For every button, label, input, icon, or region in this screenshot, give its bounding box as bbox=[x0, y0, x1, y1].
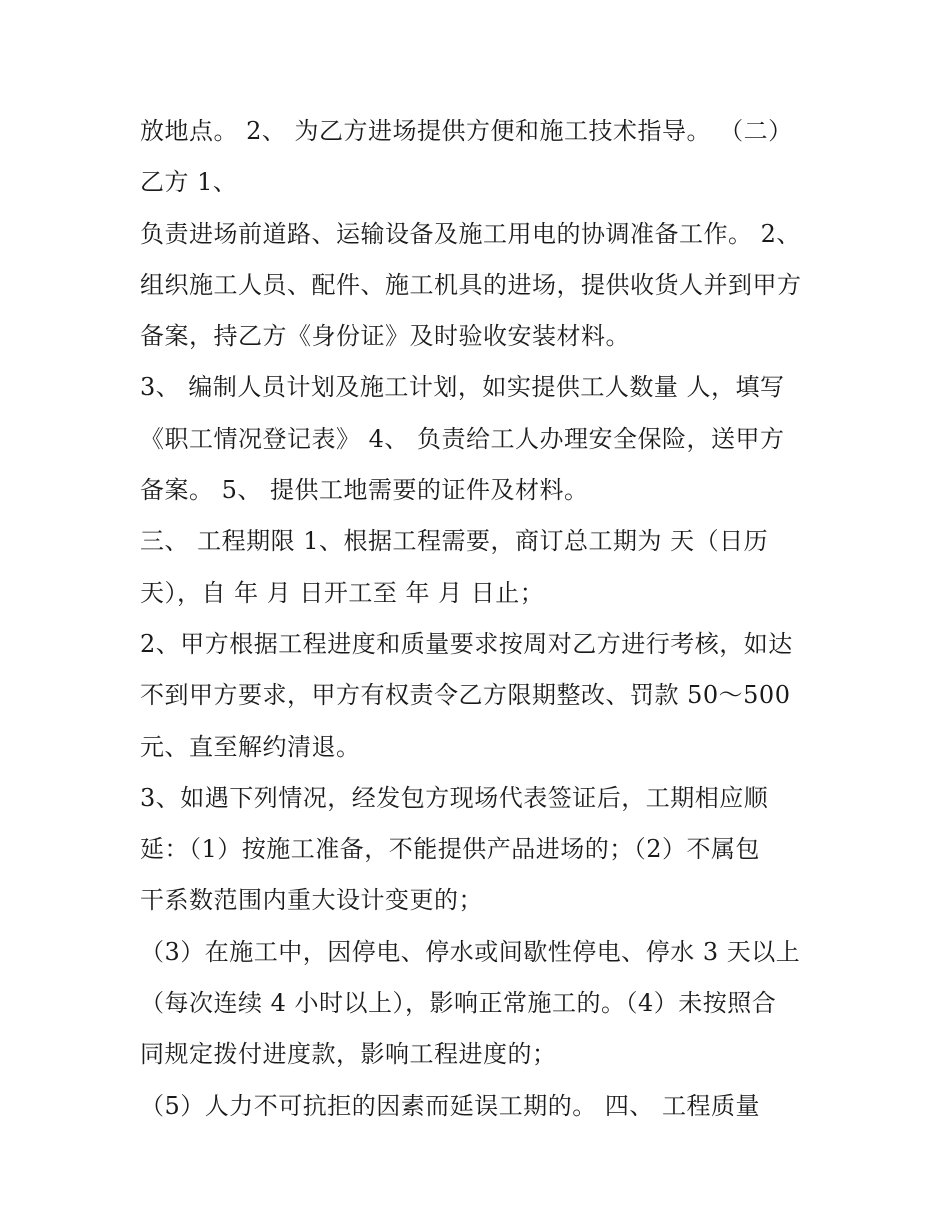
text-line: 不到甲方要求，甲方有权责令乙方限期整改、罚款 50～500 bbox=[140, 681, 791, 710]
text-line: 3、如遇下列情况，经发包方现场代表签证后，工期相应顺 bbox=[140, 783, 769, 812]
text-line: （5）人力不可抗拒的因素而延误工期的。 四、 工程质量 bbox=[140, 1091, 761, 1120]
text-line: 3、 编制人员计划及施工计划，如实提供工人数量 人，填写 bbox=[140, 373, 785, 402]
text-line: 三、 工程期限 1、根据工程需要，商订总工期为 天（日历 bbox=[140, 527, 769, 556]
text-line: 备案。 5、 提供工地需要的证件及材料。 bbox=[140, 476, 589, 505]
document-body bbox=[140, 106, 820, 1132]
text-line: （3）在施工中，因停电、停水或间歇性停电、停水 3 天以上 bbox=[140, 937, 801, 966]
text-line: 干系数范围内重大设计变更的； bbox=[140, 886, 483, 915]
text-line: 负责进场前道路、运输设备及施工用电的协调准备工作。 2、 bbox=[140, 219, 801, 248]
text-line: 元、直至解约清退。 bbox=[140, 732, 361, 761]
text-line: （每次连续 4 小时以上），影响正常施工的。（4）未按照合 bbox=[140, 989, 777, 1018]
text-line: 2、甲方根据工程进度和质量要求按周对乙方进行考核，如达 bbox=[140, 629, 793, 658]
text-line: 组织施工人员、配件、施工机具的进场，提供收货人并到甲方 bbox=[140, 270, 802, 299]
text-line: 《职工情况登记表》 4、 负责给工人办理安全保险，送甲方 bbox=[140, 424, 785, 453]
text-line: 乙方 1、 bbox=[140, 168, 238, 197]
text-line: 备案，持乙方《身份证》及时验收安装材料。 bbox=[140, 322, 630, 351]
text-line: 同规定拨付进度款，影响工程进度的； bbox=[140, 1040, 557, 1069]
text-line: 放地点。 2、 为乙方进场提供方便和施工技术指导。 （二） bbox=[140, 117, 793, 145]
text-line: 延：（1）按施工准备，不能提供产品进场的；（2）不属包 bbox=[140, 835, 761, 864]
text-line: 天），自 年 月 日开工至 年 月 日止； bbox=[140, 578, 545, 607]
